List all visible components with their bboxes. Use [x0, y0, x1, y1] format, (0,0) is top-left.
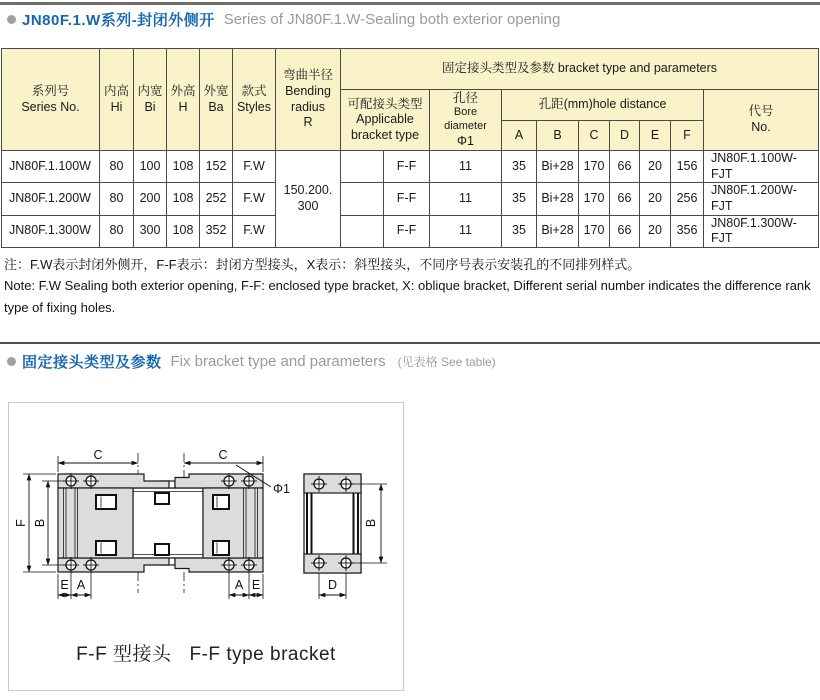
dim-label-e-left: E: [60, 578, 69, 592]
styles-zh: 款式: [241, 83, 267, 98]
cell-f: 256: [671, 183, 704, 215]
cell-hi: 80: [100, 183, 134, 215]
col-header-bi: [134, 49, 167, 151]
cell-ba: 252: [200, 183, 233, 215]
bend-zh: 弯曲半径: [282, 68, 333, 83]
col-header-a: A: [502, 121, 537, 151]
series-zh: 系列号: [31, 83, 70, 98]
col-header-e: E: [640, 121, 671, 151]
cell-blank: [341, 151, 384, 183]
cell-bore: 11: [430, 183, 502, 215]
table-row: [2, 215, 819, 247]
cell-styles: F.W: [233, 183, 276, 215]
top-divider: [0, 2, 820, 5]
front-view: [14, 448, 290, 599]
window-left-top: [96, 495, 116, 509]
window-middle-bottom: [155, 544, 169, 555]
caption-en: F-F type bracket: [189, 644, 336, 665]
notes: [4, 254, 816, 318]
bend-en1: Bending: [285, 83, 331, 98]
bullet-icon: [7, 357, 16, 366]
cell-bracket: F-F: [384, 215, 430, 247]
cell-series: JN80F.1.100W: [2, 151, 100, 183]
bore-en: Bore diameter: [444, 106, 487, 132]
cell-e: 20: [640, 215, 671, 247]
window-right-bottom: [213, 541, 229, 555]
cell-bi: 300: [134, 215, 167, 247]
h-zh: 外高: [170, 83, 196, 98]
cell-a: 35: [502, 183, 537, 215]
dim-label-a-left: A: [76, 578, 86, 592]
dim-label-e-right: E: [251, 578, 261, 592]
cell-c: 170: [579, 151, 610, 183]
styles-en: Styles: [236, 99, 272, 114]
side-top-band: [304, 474, 361, 493]
col-header-bending-radius: [276, 49, 341, 151]
cell-bracket: F-F: [384, 183, 430, 215]
applicable-en1: Applicable: [356, 112, 414, 127]
cell-bore: 11: [430, 151, 502, 183]
cell-b: Bi+28: [537, 183, 579, 215]
hi-zh: 内高: [103, 83, 129, 98]
col-header-c: C: [579, 121, 610, 151]
series-en: Series No.: [21, 99, 80, 114]
section2-title-zh: 固定接头类型及参数: [22, 354, 162, 371]
spec-table: [1, 48, 819, 248]
cell-styles: F.W: [233, 215, 276, 247]
table-row: [2, 183, 819, 215]
cell-b: Bi+28: [537, 151, 579, 183]
section-header-bracket: [7, 351, 496, 372]
col-header-h: [167, 49, 200, 151]
spec-table-wrapper: [1, 48, 819, 248]
bend-val-2: 300: [297, 198, 319, 213]
cell-series: JN80F.1.200W: [2, 183, 100, 215]
bi-zh: 内宽: [137, 83, 163, 98]
cell-d: 66: [610, 183, 640, 215]
cell-a: 35: [502, 151, 537, 183]
cell-ba: 152: [200, 151, 233, 183]
applicable-zh: 可配接头类型: [347, 96, 423, 111]
bullet-icon: [7, 15, 16, 24]
section2-title-en: Fix bracket type and parameters: [170, 353, 386, 370]
dim-label-phi1: Φ1: [273, 482, 290, 496]
dim-label-c-right: C: [218, 448, 228, 462]
col-header-applicable: [341, 90, 430, 151]
col-header-hi: [100, 49, 134, 151]
cell-d: 66: [610, 151, 640, 183]
col-header-ba: [200, 49, 233, 151]
applicable-en2: bracket type: [350, 127, 420, 142]
h-en: H: [178, 99, 188, 114]
cell-d: 66: [610, 215, 640, 247]
bi-en: Bi: [144, 99, 156, 114]
cell-code: JN80F.1.300W-FJT: [704, 215, 819, 247]
drawing-caption: [9, 639, 403, 666]
section1-title-zh: JN80F.1.W系列-封闭外侧开: [22, 12, 215, 29]
note-en: Note: F.W Sealing both exterior opening, F-F: enclosed type bracket, X: oblique bracket, Different serial number indicates the difference rank type of fixing holes.: [4, 278, 811, 315]
section2-see-table: (见表格 See table): [397, 355, 496, 369]
window-middle-top: [155, 493, 169, 504]
col-header-d: D: [610, 121, 640, 151]
col-header-hole-distance: 孔距(mm)hole distance: [502, 90, 704, 121]
cell-h: 108: [167, 183, 200, 215]
cell-ba: 352: [200, 215, 233, 247]
group-header-bracket: 固定接头类型及参数 bracket type and parameters: [341, 49, 819, 90]
cell-h: 108: [167, 215, 200, 247]
cell-h: 108: [167, 151, 200, 183]
cell-e: 20: [640, 183, 671, 215]
bend-val-1: 150.200.: [283, 183, 333, 198]
bend-en3: R: [303, 115, 313, 130]
note-zh: 注：F.W表示封闭外侧开，F-F表示：封闭方型接头，X表示：斜型接头，不同序号表示安装孔的不同排列样式。: [4, 257, 641, 272]
side-bottom-band: [304, 554, 361, 573]
cell-blank: [341, 183, 384, 215]
dim-label-d: D: [327, 578, 338, 592]
cell-a: 35: [502, 215, 537, 247]
cell-hi: 80: [100, 151, 134, 183]
dim-label-b-front: B: [33, 518, 47, 528]
dim-label-b-side: B: [364, 518, 378, 528]
cell-f: 156: [671, 151, 704, 183]
ba-zh: 外宽: [203, 83, 229, 98]
cell-c: 170: [579, 215, 610, 247]
hi-en: Hi: [110, 99, 123, 114]
cell-code: JN80F.1.100W-FJT: [704, 151, 819, 183]
section-divider: [0, 342, 820, 344]
cell-hi: 80: [100, 215, 134, 247]
cell-bi: 200: [134, 183, 167, 215]
cell-code: JN80F.1.200W-FJT: [704, 183, 819, 215]
cell-c: 170: [579, 183, 610, 215]
table-row: [2, 151, 819, 183]
ba-en: Ba: [208, 99, 224, 114]
col-header-styles: [233, 49, 276, 151]
window-right-top: [213, 495, 229, 509]
cell-bending-radius: [276, 151, 341, 248]
code-en: No.: [751, 120, 771, 134]
cell-styles: F.W: [233, 151, 276, 183]
dim-label-c-left: C: [93, 448, 103, 462]
col-header-b: B: [537, 121, 579, 151]
col-header-series: [2, 49, 100, 151]
dim-label-a-right: A: [234, 578, 244, 592]
cell-bore: 11: [430, 215, 502, 247]
section-header-series: [7, 9, 560, 30]
code-zh: 代号: [748, 104, 774, 119]
bend-en2: radius: [290, 99, 326, 114]
cell-bracket: F-F: [384, 151, 430, 183]
col-header-f: F: [671, 121, 704, 151]
bore-sym: Φ1: [457, 133, 474, 148]
col-header-bore: [430, 90, 502, 151]
bracket-drawing-box: [8, 402, 404, 691]
cell-e: 20: [640, 151, 671, 183]
cell-b: Bi+28: [537, 215, 579, 247]
col-header-code: [704, 90, 819, 151]
cell-series: JN80F.1.300W: [2, 215, 100, 247]
bore-zh: 孔径: [452, 90, 478, 105]
window-left-bottom: [96, 541, 116, 555]
side-view: [304, 474, 387, 599]
cell-f: 356: [671, 215, 704, 247]
cell-blank: [341, 215, 384, 247]
section1-title-en: Series of JN80F.1.W-Sealing both exterior opening: [223, 11, 561, 28]
cell-bi: 100: [134, 151, 167, 183]
caption-zh: F-F 型接头: [76, 644, 172, 665]
dim-label-f: F: [14, 519, 28, 527]
